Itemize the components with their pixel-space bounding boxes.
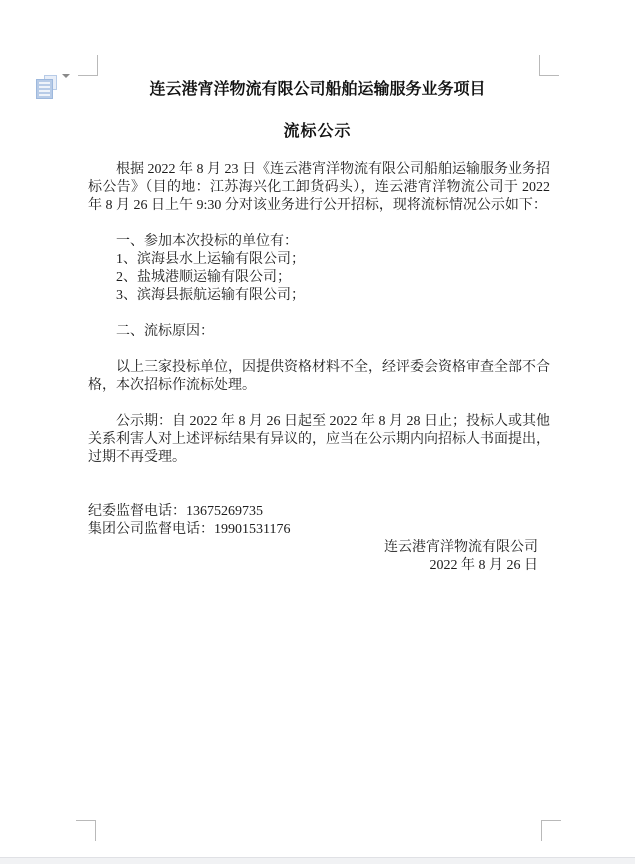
crop-mark-top-left — [78, 55, 98, 76]
signature-date: 2022 年 8 月 26 日 — [429, 558, 538, 573]
document-body — [88, 161, 550, 575]
bidder-item: 1、滨海县水上运输有限公司； — [116, 252, 305, 267]
group-phone-line: 集团公司监督电话：19901531176 — [88, 522, 291, 537]
reason-paragraph: 以上三家投标单位，因提供资格材料不全，经评委会资格审查全部不合格，本次招标作流标处理。 — [88, 360, 550, 393]
intro-paragraph: 根据 2022 年 8 月 23 日《连云港宵洋物流有限公司船舶运输服务业务招标公告》（目的地：江苏海兴化工卸货码头），连云港宵洋物流公司于 2022 年 8 月 26 日上午 9:30 分对该业务进行公开招标，现将流标情况公示如下： — [88, 162, 550, 213]
crop-mark-bottom-left — [76, 820, 96, 841]
crop-mark-bottom-right — [541, 820, 561, 841]
section1-heading: 一、参加本次投标的单位有： — [116, 234, 298, 249]
bidder-item: 3、滨海县振航运输有限公司； — [116, 288, 305, 303]
section2-heading: 二、流标原因： — [116, 324, 214, 339]
document-subtitle: 流标公示 — [283, 123, 352, 140]
crop-mark-top-right — [539, 55, 559, 76]
publicity-paragraph: 公示期：自 2022 年 8 月 26 日起至 2022 年 8 月 28 日止；投标人或其他关系利害人对上述评标结果有异议的，应当在公示期内向招标人书面提出，过期不再受理。 — [88, 414, 550, 465]
bidder-item: 2、盐城港顺运输有限公司； — [116, 270, 291, 285]
discipline-phone-line: 纪委监督电话：13675269735 — [88, 504, 263, 519]
window-bottom-strip — [0, 857, 635, 864]
signature-company: 连云港宵洋物流有限公司 — [384, 540, 538, 555]
document-title: 连云港宵洋物流有限公司船舶运输服务业务项目 — [149, 81, 486, 98]
